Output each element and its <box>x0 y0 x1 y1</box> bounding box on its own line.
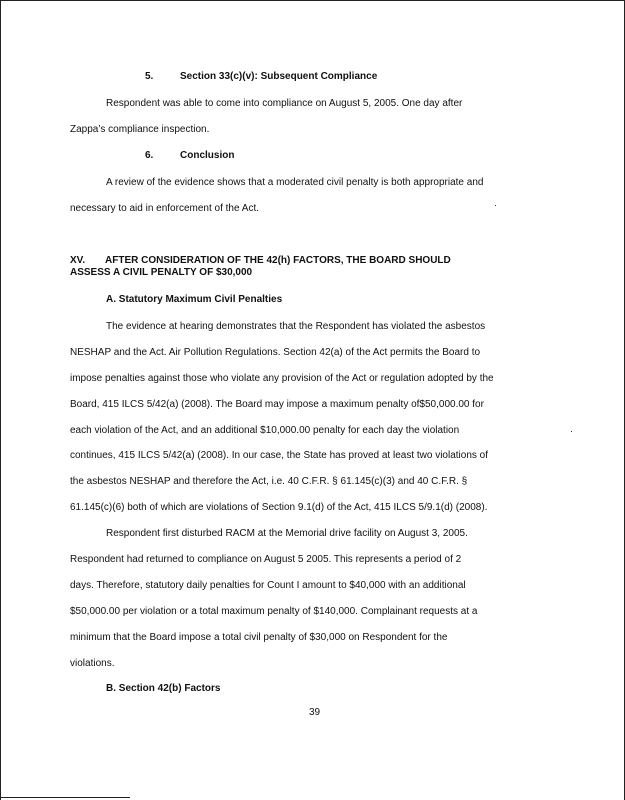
scan-border-top <box>0 0 625 1</box>
section-5-number: 5. <box>145 71 154 82</box>
subsection-a-p1-line-5: each violation of the Act, and an additional $10,000.00 penalty for each day the violation <box>70 425 460 436</box>
subsection-a-p1-line-6: continues, 415 ILCS 5/42(a) (2008). In our case, the State has proved at least two violations of <box>70 450 489 461</box>
page-number: 39 <box>309 707 321 718</box>
section-5-line-2: Zappa’s compliance inspection. <box>70 124 210 135</box>
footnote-rule <box>0 797 130 798</box>
section-6-line-1: A review of the evidence shows that a moderated civil penalty is both appropriate and <box>106 177 484 188</box>
subsection-a-p2-line-2: Respondent had returned to compliance on August 5 2005. This represents a period of 2 <box>70 554 462 565</box>
section-5-title: Section 33(c)(v): Subsequent Compliance <box>180 71 378 82</box>
subsection-a-p2-line-5: minimum that the Board impose a total civil penalty of $30,000 on Respondent for the <box>70 632 448 643</box>
section-xv-title-line-1: AFTER CONSIDERATION OF THE 42(h) FACTORS, THE BOARD SHOULD <box>105 255 451 266</box>
subsection-a-p1-line-7: the asbestos NESHAP and therefore the Act, i.e. 40 C.F.R. § 61.145(c)(3) and 40 C.F.R. § <box>70 476 468 487</box>
subsection-a-p1-line-3: impose penalties against those who violate any provision of the Act or regulation adopted by the <box>70 373 494 384</box>
subsection-a-p2-line-6: violations. <box>70 658 115 669</box>
subsection-a-p1-line-4: Board, 415 ILCS 5/42(a) (2008). The Board may impose a maximum penalty of$50,000.00 for <box>70 399 484 410</box>
section-6-line-2: necessary to aid in enforcement of the Act. <box>70 203 259 214</box>
subsection-a-p2-line-4: $50,000.00 per violation or a total maximum penalty of $140,000. Complainant requests at a <box>70 606 478 617</box>
subsection-a-title: A. Statutory Maximum Civil Penalties <box>106 294 283 305</box>
section-xv-number: XV. <box>70 255 86 266</box>
section-6-number: 6. <box>145 150 154 161</box>
section-5-line-1: Respondent was able to come into compliance on August 5, 2005. One day after <box>106 98 463 109</box>
subsection-a-p1-line-8: 61.145(c)(6) both of which are violations of Section 9.1(d) of the Act, 415 ILCS 5/9.1(d) (2008). <box>70 502 488 513</box>
scan-border-left <box>0 0 1 800</box>
subsection-a-p2-line-1: Respondent first disturbed RACM at the Memorial drive facility on August 3, 2005. <box>106 528 468 539</box>
section-6-title: Conclusion <box>180 150 235 161</box>
subsection-a-p2-line-3: days. Therefore, statutory daily penalties for Count I amount to $40,000 with an additional <box>70 580 466 591</box>
scan-speck <box>495 205 496 206</box>
scan-speck <box>571 431 572 432</box>
section-xv-title-line-2: ASSESS A CIVIL PENALTY OF $30,000 <box>70 267 253 278</box>
subsection-a-p1-line-2: NESHAP and the Act. Air Pollution Regulations. Section 42(a) of the Act permits the Board to <box>70 347 481 358</box>
subsection-b-title: B. Section 42(b) Factors <box>106 683 221 694</box>
subsection-a-p1-line-1: The evidence at hearing demonstrates that the Respondent has violated the asbestos <box>106 321 486 332</box>
